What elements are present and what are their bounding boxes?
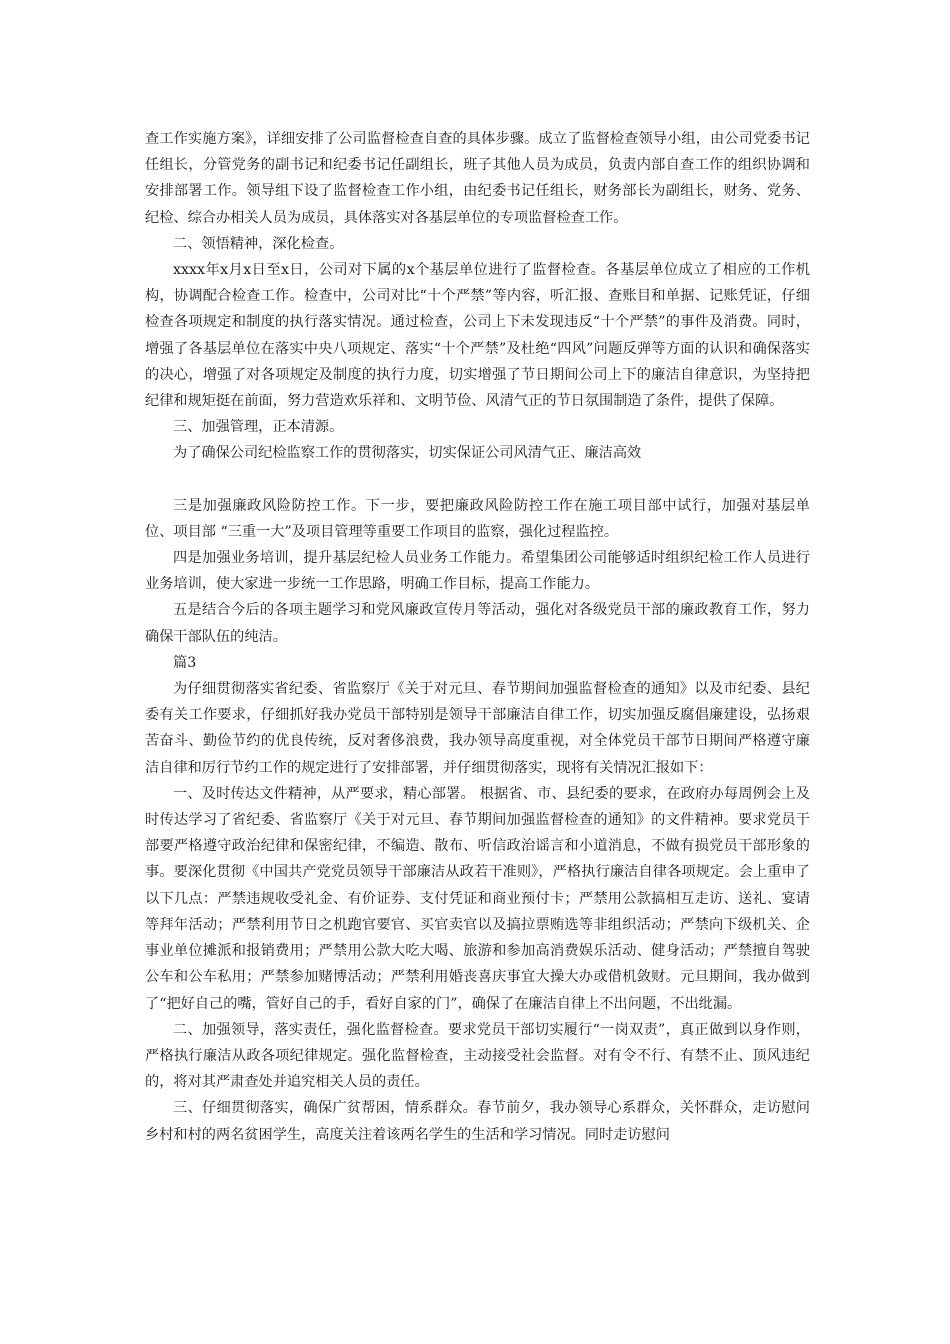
paragraph-point-4: 四是加强业务培训，提升基层纪检人员业务工作能力。希望集团公司能够适时组织纪检工作人员进行业务培训，使大家进一步统一工作思路，明确工作目标，提高工作能力。 xyxy=(145,550,810,593)
blank-gap xyxy=(145,467,810,493)
heading-section-2: 二、领悟精神，深化检查。 xyxy=(173,235,344,252)
heading-section-3: 三、加强管理，正本清源。 xyxy=(173,419,344,436)
paragraph-item-2: 二、加强领导，落实责任，强化监督检查。要求党员干部切实履行“一岗双责”，真正做到以身作则，严格执行廉洁从政各项纪律规定。强化监督检查，主动接受社会监督。对有令不行、有禁不止、顶风违纪的，将对其严肃查处并追究相关人员的责任。 xyxy=(145,1021,810,1091)
paragraph-point-5: 五是结合今后的各项主题学习和党风廉政宣传月等活动，强化对各级党员干部的廉政教育工作，努力确保干部队伍的纯洁。 xyxy=(145,602,810,645)
paragraph-intro: 为仔细贯彻落实省纪委、省监察厅《关于对元旦、春节期间加强监督检查的通知》以及市纪委、县纪委有关工作要求，仔细抓好我办党员干部特别是领导干部廉洁自律工作，切实加强反腐倡廉建设，弘扬艰苦奋斗、勤俭节约的优良传统，反对奢侈浪费，我办领导高度重视，对全体党员干部节日期间严格遵守廉洁自律和厉行节约工作的规定进行了安排部署，并仔细贯彻落实，现将有关情况汇报如下： xyxy=(145,681,810,776)
paragraph-item-1: 一、及时传达文件精神，从严要求，精心部署。 根据省、市、县纪委的要求，在政府办每周例会上及时传达学习了省纪委、省监察厅《关于对元旦、春节期间加强监督检查的通知》的文件精神。要求党员干部要严格遵守政治纪律和保密纪律，不编造、散布、听信政治谣言和小道消息，不做有损党员干部形象的事。要深化贯彻《中国共产党党员领导干部廉洁从政若干准则》，严格执行廉洁自律各项规定。会上重申了以下几点：严禁违规收受礼金、有价证券、支付凭证和商业预付卡；严禁用公款搞相互走访、送礼、宴请等拜年活动；严禁利用节日之机跑官要官、买官卖官以及搞拉票贿选等非组织活动；严禁向下级机关、企事业单位摊派和报销费用；严禁用公款大吃大喝、旅游和参加高消费娱乐活动、健身活动；严禁擅自驾驶公车和公车私用；严禁参加赌博活动；严禁利用婚丧喜庆事宜大操大办或借机敛财。元旦期间，我办做到了“把好自己的嘴，管好自己的手，看好自家的门”，确保了在廉洁自律上不出问题，不出纰漏。 xyxy=(145,785,810,1012)
paragraph-continuation: 查工作实施方案》，详细安排了公司监督检查自查的具体步骤。成立了监督检查领导小组，由公司党委书记任组长，分管党务的副书记和纪委书记任副组长，班子其他人员为成员，负责内部自查工作的组织协调和安排部署工作。领导组下设了监督检查工作小组，由纪委书记任组长，财务部长为副组长，财务、党务、纪检、综合办相关人员为成员，具体落实对各基层单位的专项监督检查工作。 xyxy=(145,131,810,226)
document-page xyxy=(145,126,810,1148)
paragraph-item-3: 三、仔细贯彻落实，确保广贫帮困，情系群众。春节前夕，我办领导心系群众，关怀群众，走访慰问乡村和村的两名贫困学生，高度关注着该两名学生的生活和学习情况。同时走访慰问 xyxy=(145,1100,810,1143)
paragraph-point-3: 三是加强廉政风险防控工作。下一步，要把廉政风险防控工作在施工项目部中试行，加强对基层单位、项目部 “三重一大”及项目管理等重要工作项目的监察，强化过程监控。 xyxy=(145,497,810,540)
paragraph-truncated: 为了确保公司纪检监察工作的贯彻落实，切实保证公司风清气正、廉洁高效 xyxy=(173,445,642,462)
paragraph-inspection: xxxx年x月x日至x日，公司对下属的x个基层单位进行了监督检查。各基层单位成立了相应的工作机构，协调配合检查工作。检查中，公司对比“十个严禁”等内容，听汇报、查账目和单据、记账凭证，仔细检查各项规定和制度的执行落实情况。通过检查，公司上下未发现违反“十个严禁”的事件及消费。同时，增强了各基层单位在落实中央八项规定、落实“十个严禁”及杜绝“四风”问题反弹等方面的认识和确保落实的决心，增强了对各项规定及制度的执行力度，切实增强了节日期间公司上下的廉洁自律意识，为坚持把纪律和规矩挺在前面，努力营造欢乐祥和、文明节俭、风清气正的节日氛围制造了条件，提供了保障。 xyxy=(145,262,810,410)
section-title: 篇3 xyxy=(173,654,197,671)
